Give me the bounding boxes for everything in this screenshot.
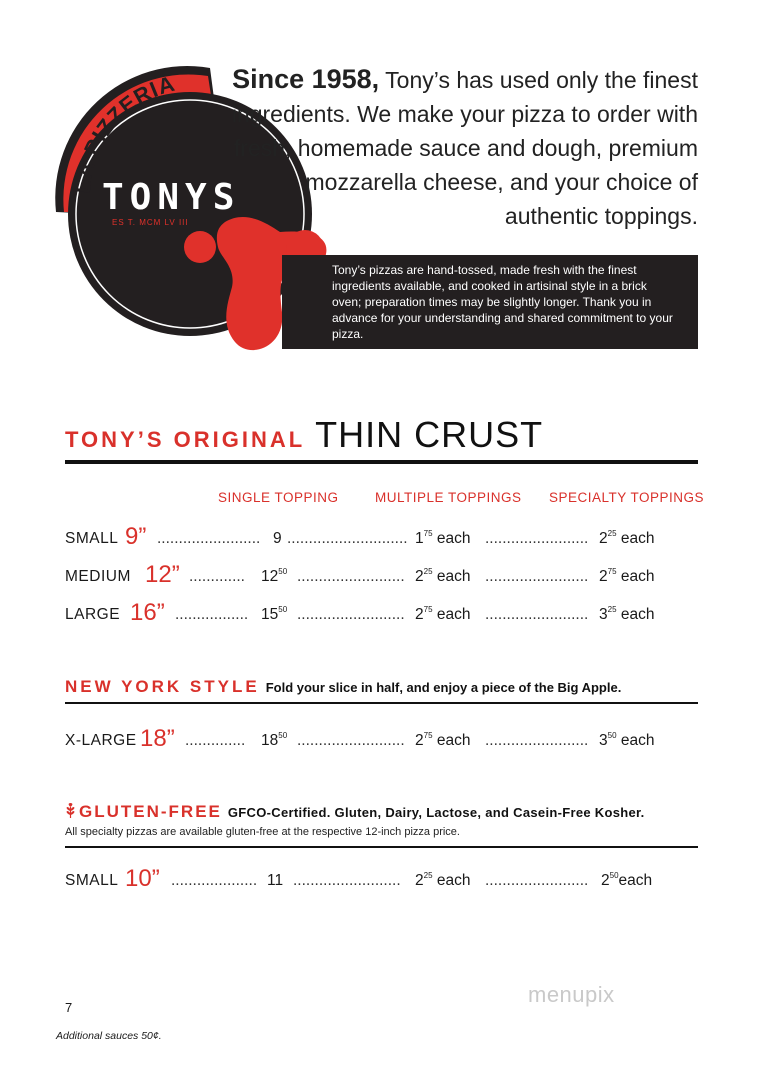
specialty-price: $2^{25}$ each <box>599 529 655 547</box>
leader-dots: ........................ <box>485 606 589 623</box>
multiple-price: $2^{25}$ each <box>415 871 471 889</box>
leader-dots: ........................ <box>485 568 589 585</box>
intro-paragraph <box>226 62 698 233</box>
leader-dots: ......................... <box>297 606 405 623</box>
size-label: LARGE <box>65 606 121 623</box>
size-label: SMALL <box>65 872 119 889</box>
logo-arc-text: LA PIZZERIA <box>69 70 178 195</box>
divider <box>65 846 698 848</box>
intro-lead: Since 1958, <box>232 64 380 94</box>
leader-dots: ......................... <box>297 568 405 585</box>
new-york-heading: NEW YORK STYLE <box>65 677 260 696</box>
size-label: SMALL <box>65 530 119 547</box>
leader-dots: ............. <box>189 568 245 585</box>
multiple-price: $2^{25}$ each <box>415 567 471 585</box>
leader-dots: ........................ <box>485 530 589 547</box>
single-price: $15^{50}$ <box>261 605 288 623</box>
single-price: $12^{50}$ <box>261 567 288 585</box>
gluten-free-note: All specialty pizzas are available gluten-free at the respective 12-inch pizza price. <box>65 826 460 838</box>
leader-dots: ......................... <box>297 732 405 749</box>
logo-est: ES T. MCM LV III <box>112 218 189 227</box>
menupix-watermark: menupix <box>528 982 615 1007</box>
single-price: 11 <box>267 872 284 889</box>
divider <box>65 460 698 464</box>
gluten-free-heading: GLUTEN-FREE <box>79 802 222 821</box>
leader-dots: .............. <box>185 732 246 749</box>
size-value: 16” <box>130 599 165 626</box>
preparation-note-text: Tony’s pizzas are hand-tossed, made fresh with the finest ingredients available, and cooked in artisinal style in a brick oven; preparation times may be slightly longer. Thank you in advance for your understanding and shared commitment to your pizza. <box>332 263 673 341</box>
new-york-tagline: Fold your slice in half, and enjoy a piece of the Big Apple. <box>265 680 622 695</box>
column-multiple-toppings: MULTIPLE TOPPINGS <box>375 490 522 505</box>
size-label: X-LARGE <box>65 732 137 749</box>
leader-dots: ........................ <box>157 530 261 547</box>
specialty-price: $3^{50}$ each <box>599 731 655 749</box>
leader-dots: ............................ <box>287 530 408 547</box>
specialty-price: $2^{50}each$ <box>601 871 653 889</box>
price-row-gf-small <box>65 860 698 890</box>
gluten-free-tagline: GFCO-Certified. Gluten, Dairy, Lactose, and Casein-Free Kosher. <box>227 805 645 820</box>
page-number: 7 <box>65 1000 73 1015</box>
leader-dots: ........................ <box>485 732 589 749</box>
multiple-price: $2^{75}$ each <box>415 731 471 749</box>
specialty-price: $3^{25}$ each <box>599 605 655 623</box>
gluten-free-title <box>65 802 645 822</box>
price-row-small <box>65 518 698 548</box>
single-price: $18^{50}$ <box>261 731 288 749</box>
size-value: 10” <box>125 865 160 892</box>
leader-dots: .................... <box>171 872 258 889</box>
leader-dots: ......................... <box>293 872 401 889</box>
size-label: MEDIUM <box>65 568 131 585</box>
thin-crust-title-red: TONY’S ORIGINAL <box>65 427 306 452</box>
column-specialty-toppings: SPECIALTY TOPPINGS <box>549 490 705 505</box>
price-row-x-large <box>65 720 698 750</box>
multiple-price: $1^{75}$ each <box>415 529 471 547</box>
size-value: 12” <box>145 561 180 588</box>
divider <box>65 702 698 704</box>
preparation-note <box>282 255 698 349</box>
new-york-title <box>65 677 621 697</box>
column-single-topping: SINGLE TOPPING <box>218 490 339 505</box>
size-value: 18” <box>140 725 175 752</box>
leader-dots: ........................ <box>485 872 589 889</box>
price-row-large <box>65 594 698 624</box>
price-row-medium <box>65 556 698 586</box>
footnote: Additional sauces 50¢. <box>56 1030 162 1042</box>
thin-crust-title-black: THIN CRUST <box>315 414 544 455</box>
thin-crust-title <box>65 414 543 456</box>
single-price: 9 <box>273 530 282 547</box>
wheat-icon <box>65 803 76 818</box>
intro-text: Tony’s has used only the finest ingredients. We make your pizza to order with fresh, homemade sauce and dough, premium mozzarella cheese, and your choice of authentic toppings. <box>231 67 698 229</box>
specialty-price: $2^{75}$ each <box>599 567 655 585</box>
multiple-price: $2^{75}$ each <box>415 605 471 623</box>
size-value: 9” <box>125 523 147 550</box>
leader-dots: ................. <box>175 606 249 623</box>
logo-name: TONYS <box>102 177 241 218</box>
